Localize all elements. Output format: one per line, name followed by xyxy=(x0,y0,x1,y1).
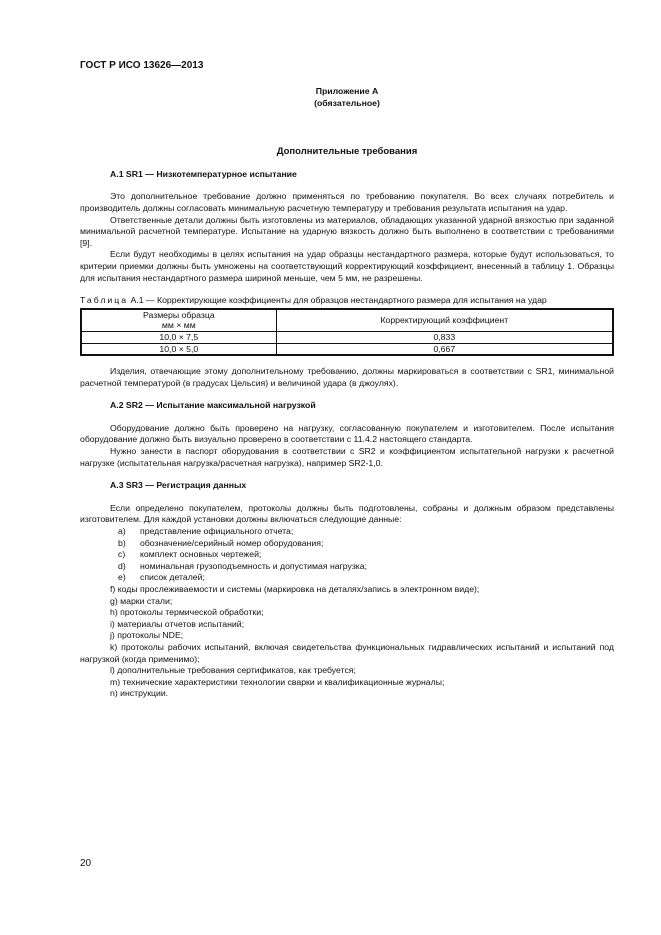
list-text: обозначение/серийный номер оборудования; xyxy=(140,537,324,548)
list-item: l) дополнительные требования сертификатов, как требуется; xyxy=(110,665,356,676)
list-text: комплект основных чертежей; xyxy=(140,549,262,560)
paragraph: Это дополнительное требование должно применяться по требованию покупателя. Во всех случаях потребитель и производитель должны согласовать минимальную расчетную температуру и требования результата испытания на удар. xyxy=(80,191,614,213)
paragraph: Если будут необходимы в целях испытания на удар образцы нестандартного размера, которые будут использоваться, то критерии приемки должны быть умножены на соответствующий корректирующий коэффициент, внесенный в таблицу 1. Образцы для испытания нестандартного размера шириной меньше, чем 5 мм, не разрешены. xyxy=(80,249,614,283)
list-item xyxy=(118,549,614,561)
table-cell: 0,667 xyxy=(276,343,613,355)
section-a2-heading: А.2 SR2 — Испытание максимальной нагрузкой xyxy=(110,400,316,411)
list-b xyxy=(80,584,614,700)
table-cell: 10,0 × 7,5 xyxy=(81,331,276,343)
section-a1-heading: А.1 SR1 — Низкотемпературное испытание xyxy=(110,168,297,179)
appendix-title: Приложение А xyxy=(315,86,379,96)
table-caption-text: А.1 — Корректирующие коэффициенты для образцов нестандартного размера для испытания на удар xyxy=(130,295,547,306)
list-text: представление официального отчета; xyxy=(140,526,294,537)
list-item: f) коды прослеживаемости и системы (маркировка на деталях/запись в электронном виде); xyxy=(110,584,480,594)
document-header: ГОСТ Р ИСО 13626—2013 xyxy=(80,60,204,71)
appendix-status: (обязательное) xyxy=(314,97,380,108)
table-row xyxy=(81,343,613,355)
list-item xyxy=(118,538,614,550)
list-marker: d) xyxy=(118,560,126,571)
list-text: номинальная грузоподъемность и допустимая нагрузка; xyxy=(140,560,368,571)
page-content xyxy=(80,86,614,700)
list-item: i) материалы отчетов испытаний; xyxy=(110,618,245,629)
table-row xyxy=(81,331,613,343)
paragraph: Нужно занести в паспорт оборудования в соответствии с SR2 и коэффициентом испытательной нагрузки к расчетной нагрузке (испытательная нагрузка/расчетная нагрузка), например SR2-1,0. xyxy=(80,446,614,468)
list-marker: e) xyxy=(118,572,126,583)
paragraph: Ответственные детали должны быть изготовлены из материалов, обладающих указанной ударной вязкостью при заданной минимальной расчетной температуре. Испытание на ударную вязкость должно быть выполнено в соответствии с требованиями [9]. xyxy=(80,214,614,248)
list-item: g) марки стали; xyxy=(110,595,173,606)
table-header-row xyxy=(81,309,613,332)
page-number: 20 xyxy=(80,858,92,869)
list-item: n) инструкции. xyxy=(110,688,169,699)
list-marker: b) xyxy=(118,537,126,548)
correction-table xyxy=(80,308,614,356)
list-text: список деталей; xyxy=(140,572,205,583)
table-caption xyxy=(80,295,614,307)
table-header-cell: Корректирующий коэффициент xyxy=(276,309,613,332)
header-text: Размеры образца xyxy=(142,309,215,320)
main-title: Дополнительные требования xyxy=(276,146,418,158)
table-cell: 10,0 × 5,0 xyxy=(81,343,276,355)
section-a3-heading: А.3 SR3 — Регистрация данных xyxy=(110,480,247,491)
list-marker: a) xyxy=(118,526,126,537)
list-a xyxy=(80,526,614,584)
paragraph: Оборудование должно быть проверено на нагрузку, согласованную покупателем и изготовителем. После испытания оборудование должно быть визуально проверено в соответствии с 11.4.2 настоящего стандарта. xyxy=(80,422,614,445)
paragraph: Изделия, отвечающие этому дополнительному требованию, должны маркироваться в соответствии с SR1, минимальной расчетной температурой (в градусах Цельсия) и величиной удара (в джоулях). xyxy=(80,366,614,388)
list-item xyxy=(118,526,614,538)
list-item: h) протоколы термической обработки; xyxy=(110,607,264,618)
list-marker: c) xyxy=(118,549,126,560)
table-cell: 0,833 xyxy=(276,331,613,343)
list-item: k) протоколы рабочих испытаний, включая свидетельства функциональных гидравлических испытаний и испытаний под нагрузкой (когда применимо); xyxy=(80,641,614,664)
list-item xyxy=(118,561,614,573)
header-unit: мм × мм xyxy=(161,320,196,331)
list-item xyxy=(118,572,614,584)
paragraph: Если определено покупателем, протоколы должны быть подготовлены, собраны и должным образом представлены изготовителем. Для каждой установки должны включаться следующие данные: xyxy=(80,502,614,525)
list-item: j) протоколы NDE; xyxy=(110,630,184,641)
table-caption-label: Таблица xyxy=(80,295,129,306)
table-header-cell xyxy=(81,309,276,332)
list-item: m) технические характеристики технологии сварки и квалификационные журналы; xyxy=(110,676,445,687)
